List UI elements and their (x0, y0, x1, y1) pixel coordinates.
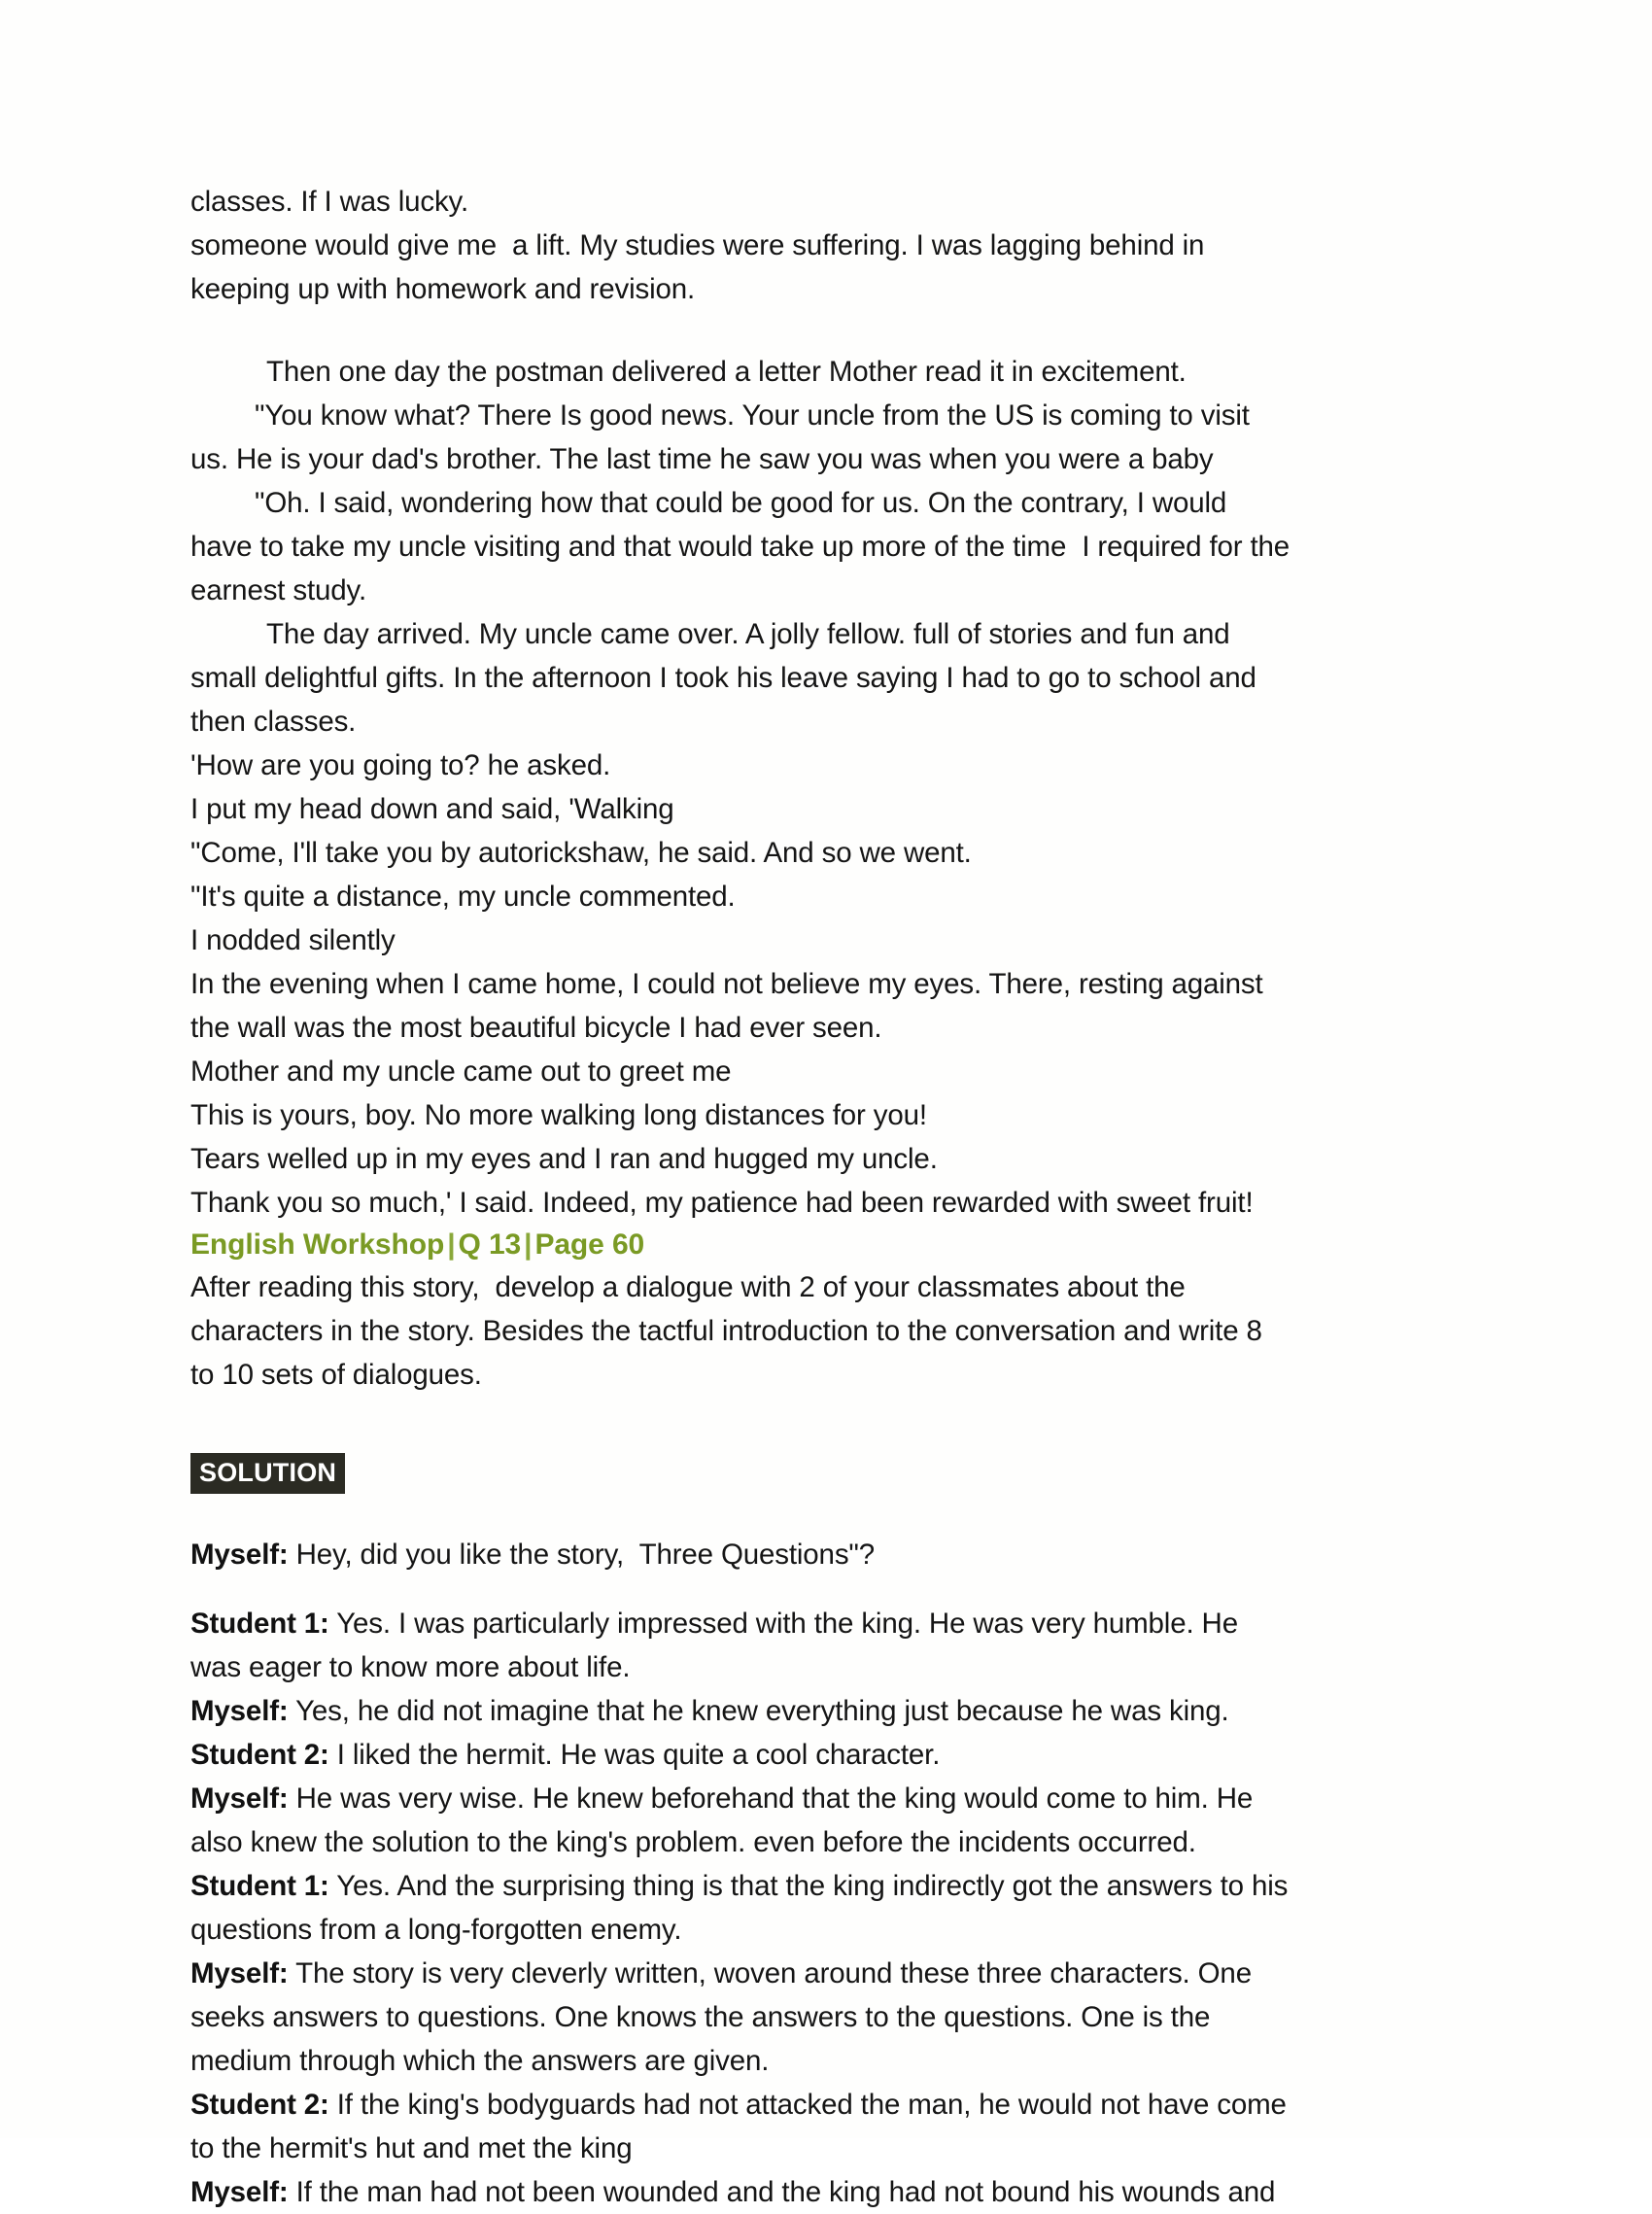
question-line: After reading this story, develop a dialogue with 2 of your classmates about the (190, 1271, 1186, 1303)
solution-badge-wrap (190, 1453, 1463, 1494)
story-line: us. He is your dad's brother. The last time he saw you was when you were a baby (190, 443, 1214, 475)
dialogue-text-cont: seeks answers to questions. One knows the answers to the questions. One is the (190, 2001, 1211, 2033)
story-line: This is yours, boy. No more walking long distances for you! (190, 1099, 927, 1131)
dialogue-text: I liked the hermit. He was quite a cool character. (336, 1739, 941, 1771)
story-body (190, 350, 1463, 1225)
story-line: small delightful gifts. In the afternoon I took his leave saying I had to go to school and (190, 662, 1256, 694)
dialogue-turn (190, 1952, 1463, 1995)
spacer (190, 1576, 1463, 1602)
question-line: characters in the story. Besides the tactful introduction to the conversation and write 8 (190, 1315, 1262, 1347)
page-content (190, 180, 1463, 2214)
heading-separator: | (524, 1228, 533, 1261)
dialogue-speaker: Student 2: (190, 1739, 329, 1771)
story-line: I nodded silently (190, 924, 396, 956)
solution-badge: SOLUTION (190, 1453, 345, 1494)
spacer (190, 311, 1463, 350)
dialogue-turn (190, 1777, 1463, 1820)
story-line: Mother and my uncle came out to greet me (190, 1055, 732, 1088)
dialogue-turn (190, 1733, 1463, 1777)
spacer (190, 1494, 1463, 1533)
dialogue-text: Yes. And the surprising thing is that the king indirectly got the answers to his (336, 1870, 1289, 1902)
dialogue-text-cont: was eager to know more about life. (190, 1651, 631, 1683)
narrative-line: classes. If I was lucky. (190, 186, 469, 218)
story-line: then classes. (190, 706, 357, 738)
story-line: "Oh. I said, wondering how that could be good for us. On the contrary, I would (255, 487, 1227, 519)
dialogue-text-cont: questions from a long-forgotten enemy. (190, 1914, 682, 1946)
story-line: Then one day the postman delivered a letter Mother read it in excitement. (266, 356, 1187, 388)
question-number-label: Q 13 (458, 1228, 522, 1261)
workshop-source-label: English Workshop (190, 1228, 445, 1261)
dialogue-speaker: Myself: (190, 1695, 289, 1727)
story-line: In the evening when I came home, I could not believe my eyes. There, resting against (190, 968, 1263, 1000)
dialogue-speaker: Myself: (190, 1539, 289, 1571)
dialogue-text: The story is very cleverly written, woven around these three characters. One (295, 1957, 1252, 1989)
dialogue-turn (190, 2170, 1463, 2214)
dialogue-text: Hey, did you like the story, Three Questions"? (295, 1539, 875, 1571)
dialogue-text: Yes, he did not imagine that he knew everything just because he was king. (295, 1695, 1229, 1727)
dialogue-text: If the man had not been wounded and the king had not bound his wounds and (295, 2176, 1276, 2208)
dialogue-list (190, 1533, 1463, 2214)
dialogue-text: If the king's bodyguards had not attacked the man, he would not have come (336, 2089, 1287, 2121)
dialogue-speaker: Myself: (190, 1957, 289, 1989)
story-line: "It's quite a distance, my uncle commented. (190, 881, 736, 913)
question-text (190, 1265, 1463, 1397)
dialogue-text: Yes. I was particularly impressed with the king. He was very humble. He (336, 1608, 1238, 1640)
dialogue-turn (190, 1689, 1463, 1733)
narrative-continuation (190, 180, 1463, 311)
dialogue-text: He was very wise. He knew beforehand that the king would come to him. He (295, 1782, 1254, 1815)
dialogue-turn (190, 1864, 1463, 1908)
story-line: earnest study. (190, 574, 367, 606)
dialogue-speaker: Student 1: (190, 1608, 329, 1640)
story-line: "You know what? There Is good news. Your uncle from the US is coming to visit (255, 399, 1250, 432)
story-line: Tears welled up in my eyes and I ran and hugged my uncle. (190, 1143, 938, 1175)
dialogue-speaker: Myself: (190, 1782, 289, 1815)
dialogue-turn (190, 1533, 1463, 1576)
story-line: The day arrived. My uncle came over. A jolly fellow. full of stories and fun and (266, 618, 1230, 650)
dialogue-speaker: Student 1: (190, 1870, 329, 1902)
dialogue-speaker: Student 2: (190, 2089, 329, 2121)
story-line: 'How are you going to? he asked. (190, 749, 611, 781)
story-line: the wall was the most beautiful bicycle I had ever seen. (190, 1012, 882, 1044)
dialogue-turn (190, 1602, 1463, 1645)
story-line: Thank you so much,' I said. Indeed, my patience had been rewarded with sweet fruit! (190, 1187, 1254, 1219)
question-line: to 10 sets of dialogues. (190, 1359, 482, 1391)
spacer (190, 1397, 1463, 1453)
story-line: I put my head down and said, 'Walking (190, 793, 674, 825)
question-reference-heading (190, 1225, 1463, 1265)
page-number-label: Page 60 (534, 1228, 645, 1261)
dialogue-turn (190, 2083, 1463, 2127)
narrative-line: keeping up with homework and revision. (190, 273, 696, 305)
dialogue-speaker: Myself: (190, 2176, 289, 2208)
heading-separator: | (447, 1228, 456, 1261)
story-line: "Come, I'll take you by autorickshaw, he said. And so we went. (190, 837, 972, 869)
dialogue-text-cont: medium through which the answers are given. (190, 2045, 770, 2077)
dialogue-text-cont: to the hermit's hut and met the king (190, 2132, 633, 2164)
narrative-line: someone would give me a lift. My studies were suffering. I was lagging behind in (190, 229, 1205, 261)
story-line: have to take my uncle visiting and that would take up more of the time I required for the (190, 531, 1291, 563)
dialogue-text-cont: also knew the solution to the king's problem. even before the incidents occurred. (190, 1826, 1196, 1858)
